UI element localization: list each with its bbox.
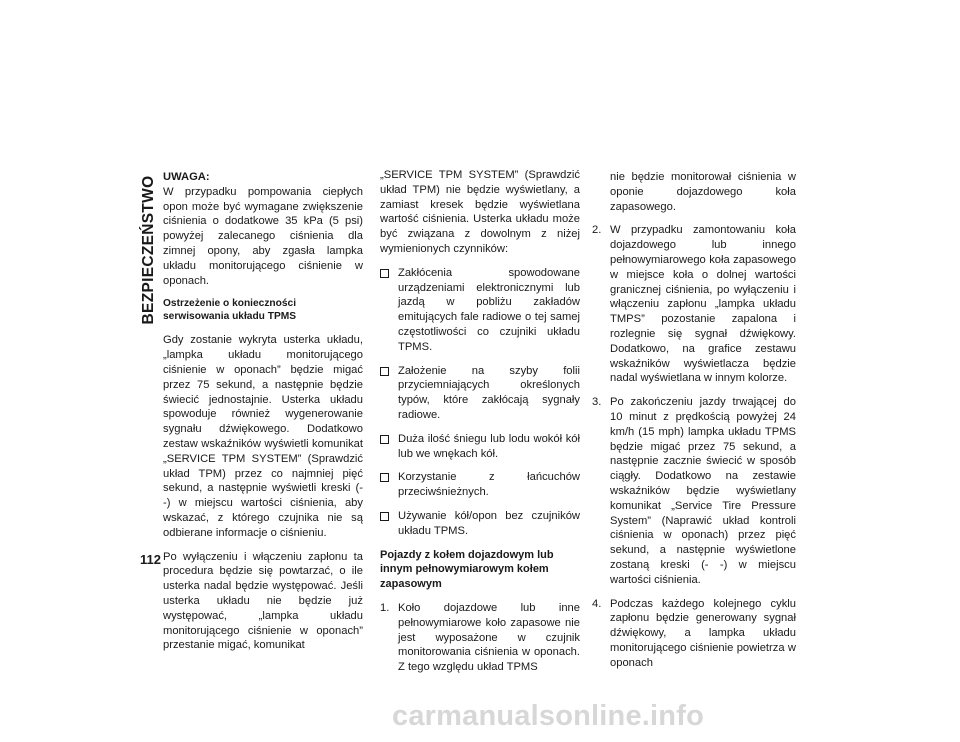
item-number: 3.	[592, 396, 602, 409]
section-side-tab	[138, 162, 160, 337]
paragraph: Gdy zostanie wykryta usterka układu, „lampka układu monitorującego ciśnienie w oponach” będzie migać przez 75 sekund, a następnie będzie świecić jednostajnie. Usterka układu spowoduje również wygenerowanie sygnału dźwiękowego. Dodatkowo zestaw wskaźników wyświetli komunikat „SERVICE TPM SYSTEM” (Sprawdzić układ TPM) przez co najmniej pięć sekund, a następnie wyświetli kreski (- -) w miejscu wartości ciśnienia, aby wskazać, z którego czujnika nie są odbierane informacje o ciśnieniu.	[163, 334, 363, 539]
item-text: Koło dojazdowe lub inne pełnowymiarowe koło zapasowe nie jest wyposażone w czujnik monitorowania ciśnienia w oponach. Z tego względu układ TPMS	[398, 601, 580, 674]
bullet-item	[380, 509, 580, 539]
checkbox-bullet-icon	[380, 269, 389, 278]
bullet-text: Korzystanie z łańcuchów przeciwśnieżnych.	[398, 471, 580, 499]
note-title: UWAGA:	[163, 171, 210, 183]
bullet-text: Zakłócenia spowodowane urządzeniami elektronicznymi lub jazdą w pobliżu zakładów emitujących fale radiowe o tej samej częstotliwości co czujniki układu TPMS.	[398, 266, 580, 353]
bullet-text: Duża ilość śniegu lub lodu wokół kół lub we wnękach kół.	[398, 432, 580, 460]
numbered-item	[592, 223, 796, 386]
item-number: 1.	[380, 601, 390, 614]
item-number: 2.	[592, 224, 602, 237]
subheading-tpms-warning: Ostrzeżenie o konieczności serwisowania układu TPMS	[163, 298, 297, 323]
checkbox-bullet-icon	[380, 473, 389, 482]
continued-text: nie będzie monitorował ciśnienia w oponie dojazdowego koła zapasowego.	[610, 171, 796, 213]
page-number: 112	[140, 552, 161, 567]
paragraph: „SERVICE TPM SYSTEM” (Sprawdzić układ TPM) nie będzie wyświetlany, a zamiast kresek będzie wyświetlana wartość ciśnienia. Usterka układu może być związana z dowolnym z niżej wymienionych czynników:	[380, 169, 580, 255]
item-text: W przypadku zamontowaniu koła dojazdowego lub innego pełnowymiarowego koła zapasowego w miejsce koła o dolnej wartości granicznej ciśnienia, po wyłączeniu i włączeniu zapłonu „lampka układu TMPS” pozostanie zapalona i rozlegnie się sygnał dźwiękowy. Dodatkowo, na grafice zestawu wskaźników wyświetlacza będzie nadal wyświetlana w innym kolorze.	[610, 224, 796, 385]
numbered-item	[592, 597, 796, 671]
bullet-text: Używanie kół/opon bez czujników układu TPMS.	[398, 509, 580, 537]
bullet-item	[380, 470, 580, 500]
column-2	[380, 168, 580, 684]
bullet-item	[380, 432, 580, 462]
bullet-item	[380, 266, 580, 355]
column-1	[163, 170, 363, 662]
watermark: carmanualsonline.info	[392, 700, 704, 732]
section-title: BEZPIECZEŃSTWO	[140, 175, 157, 324]
bullet-text: Założenie na szyby folii przyciemniających określonych typów, które zakłócają sygnały radiowe.	[398, 364, 580, 421]
numbered-item	[380, 601, 580, 675]
checkbox-bullet-icon	[380, 512, 389, 521]
checkbox-bullet-icon	[380, 367, 389, 376]
note-text: W przypadku pompowania ciepłych opon może być wymagane zwiększenie ciśnienia o dodatkowe 35 kPa (5 psi) powyżej zalecanego ciśnienia dla zimnej opony, aby zgasła lampka układu monitorującego ciśnienie w oponach.	[163, 185, 363, 287]
item-text: Podczas każdego kolejnego cyklu zapłonu będzie generowany sygnał dźwiękowy, a lampka układu monitorującego ciśnienie powietrza w oponach	[610, 597, 796, 669]
bullet-item	[380, 364, 580, 423]
numbered-item	[592, 395, 796, 587]
item-text: Po zakończeniu jazdy trwającej do 10 minut z prędkością powyżej 24 km/h (15 mph) lampka układu TPMS będzie migać przez 75 sekund, a następnie zacznie świecić w sposób ciągły. Dodatkowo na zestawie wskaźników będzie wyświetlany komunikat „Service Tire Pressure System” (Naprawić układ kontroli ciśnienia w oponach) przez pięć sekund, a następnie wyświetlone zostaną kreski (- -) w miejscu wartości ciśnienia.	[610, 396, 796, 586]
checkbox-bullet-icon	[380, 435, 389, 444]
column-3	[592, 170, 796, 680]
item-number: 4.	[592, 597, 602, 610]
paragraph: Po wyłączeniu i włączeniu zapłonu ta procedura będzie się powtarzać, o ile usterka nadal będzie występować. Jeśli usterka układu nie będzie już występować, „lampka układu monitorującego ciśnienie w oponach” przestanie migać, komunikat	[163, 550, 363, 652]
section-heading: Pojazdy z kołem dojazdowym lub innym pełnowymiarowym kołem zapasowym	[380, 548, 554, 591]
